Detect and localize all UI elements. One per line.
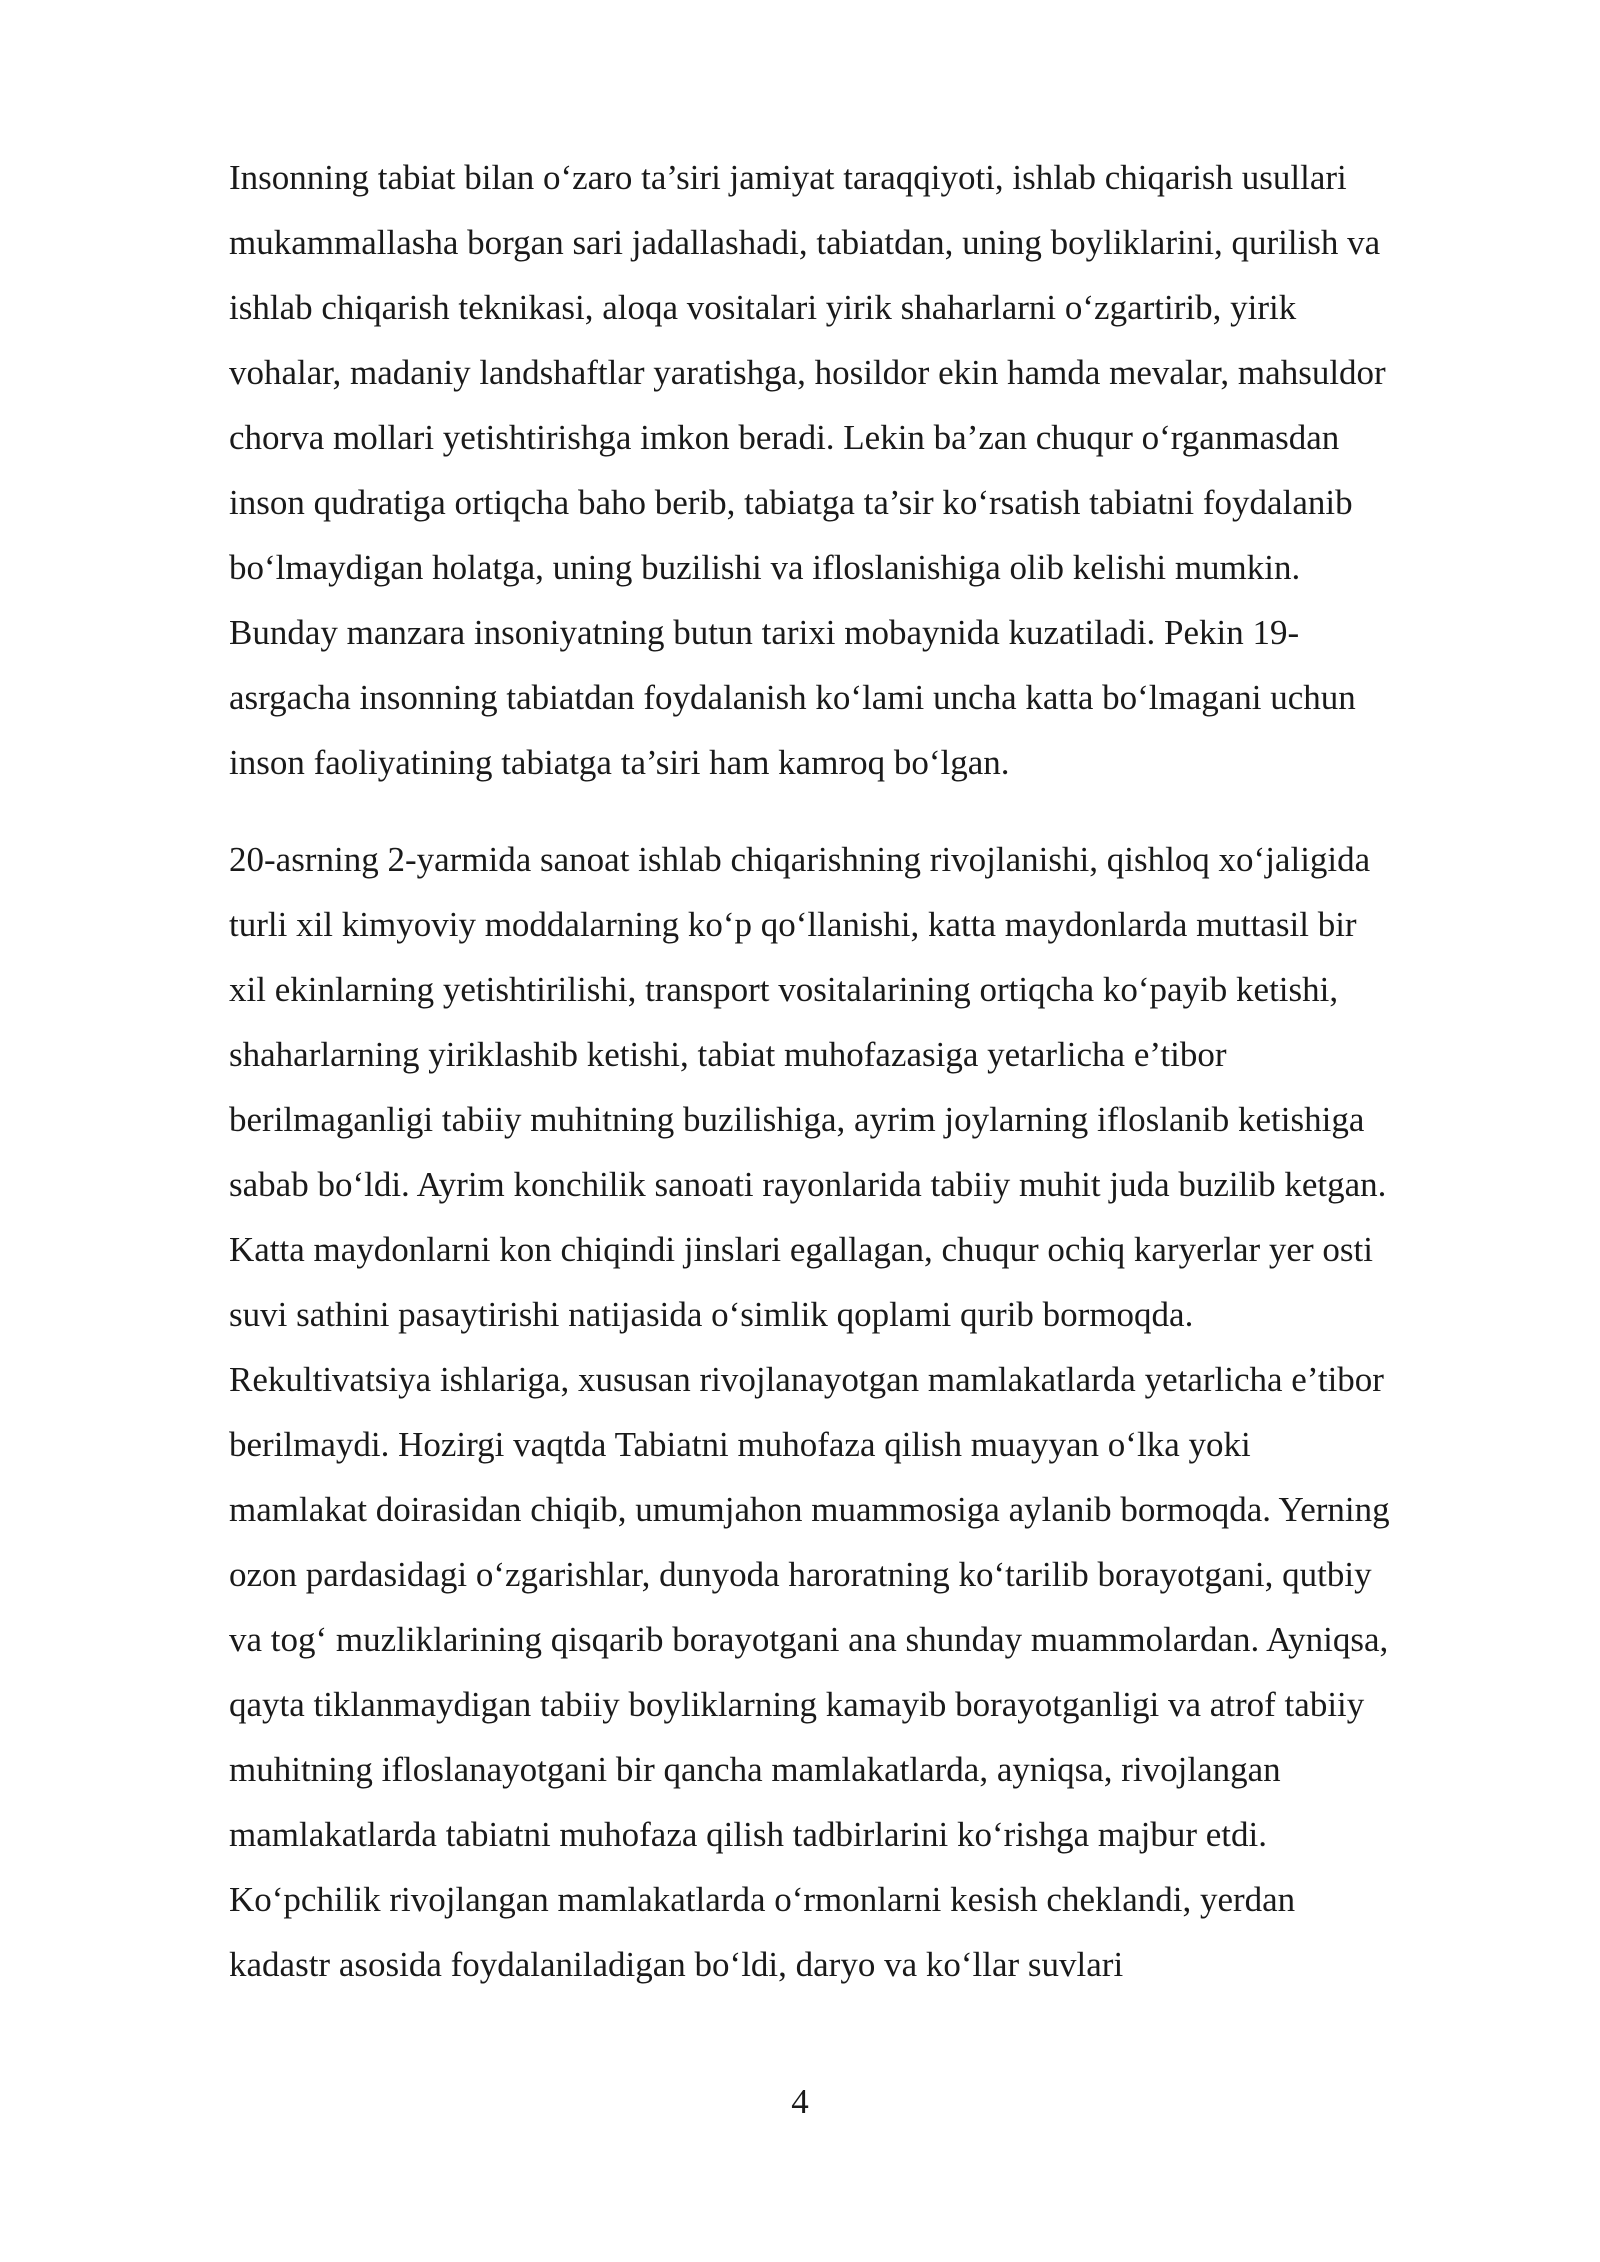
text-line: Bunday manzara insoniyatning butun tarixi mobaynida kuzatiladi. Pekin 19- <box>229 613 1300 652</box>
text-line: berilmaydi. Hozirgi vaqtda Tabiatni muhofaza qilish muayyan o‘lka yoki <box>229 1425 1251 1464</box>
page-number: 4 <box>791 2082 809 2121</box>
text-line: suvi sathini pasaytirishi natijasida o‘simlik qoplami qurib bormoqda. <box>229 1295 1194 1334</box>
body-text <box>229 145 1491 1997</box>
text-line: Ko‘pchilik rivojlangan mamlakatlarda o‘rmonlarni kesish cheklandi, yerdan <box>229 1880 1296 1919</box>
text-line: berilmaganligi tabiiy muhitning buzilishiga, ayrim joylarning ifloslanib ketishiga <box>229 1100 1365 1139</box>
text-line: turli xil kimyoviy moddalarning ko‘p qo‘llanishi, katta maydonlarda muttasil bir <box>229 905 1357 944</box>
text-line: qayta tiklanmaydigan tabiiy boyliklarning kamayib borayotganligi va atrof tabiiy <box>229 1685 1365 1724</box>
text-line: xil ekinlarning yetishtirilishi, transport vositalarining ortiqcha ko‘payib ketishi, <box>229 970 1339 1009</box>
text-line: va tog‘ muzliklarining qisqarib borayotgani ana shunday muammolardan. Ayniqsa, <box>229 1620 1389 1659</box>
text-line: 20-asrning 2-yarmida sanoat ishlab chiqarishning rivojlanishi, qishloq xo‘jaligida <box>229 840 1371 879</box>
text-line: ozon pardasidagi o‘zgarishlar, dunyoda haroratning ko‘tarilib borayotgani, qutbiy <box>229 1555 1372 1594</box>
text-line: inson qudratiga ortiqcha baho berib, tabiatga ta’sir ko‘rsatish tabiatni foydalanib <box>229 483 1353 522</box>
paragraph-spacer <box>229 795 1491 827</box>
text-line: asrgacha insonning tabiatdan foydalanish ko‘lami uncha katta bo‘lmagani uchun <box>229 678 1356 717</box>
text-line: chorva mollari yetishtirishga imkon beradi. Lekin ba’zan chuqur o‘rganmasdan <box>229 418 1340 457</box>
text-line: bo‘lmaydigan holatga, uning buzilishi va ifloslanishiga olib kelishi mumkin. <box>229 548 1301 587</box>
text-line: kadastr asosida foydalaniladigan bo‘ldi, daryo va ko‘llar suvlari <box>229 1945 1124 1984</box>
text-line: Rekultivatsiya ishlariga, xususan rivojlanayotgan mamlakatlarda yetarlicha e’tibor <box>229 1360 1384 1399</box>
text-line: mamlakat doirasidan chiqib, umumjahon muammosiga aylanib bormoqda. Yerning <box>229 1490 1390 1529</box>
paragraph-1 <box>229 145 1491 795</box>
text-line: inson faoliyatining tabiatga ta’siri ham kamroq bo‘lgan. <box>229 743 1010 782</box>
text-line: ishlab chiqarish teknikasi, aloqa vositalari yirik shaharlarni o‘zgartirib, yirik <box>229 288 1297 327</box>
text-line: Katta maydonlarni kon chiqindi jinslari egallagan, chuqur ochiq karyerlar yer osti <box>229 1230 1373 1269</box>
text-line: muhitning ifloslanayotgani bir qancha mamlakatlarda, ayniqsa, rivojlangan <box>229 1750 1281 1789</box>
paragraph-2 <box>229 827 1491 1997</box>
text-line: mamlakatlarda tabiatni muhofaza qilish tadbirlarini ko‘rishga majbur etdi. <box>229 1815 1268 1854</box>
text-line: sabab bo‘ldi. Ayrim konchilik sanoati rayonlarida tabiiy muhit juda buzilib ketgan. <box>229 1165 1387 1204</box>
text-line: vohalar, madaniy landshaftlar yaratishga, hosildor ekin hamda mevalar, mahsuldor <box>229 353 1386 392</box>
text-line: mukammallasha borgan sari jadallashadi, tabiatdan, uning boyliklarini, qurilish va <box>229 223 1381 262</box>
text-line: Insonning tabiat bilan o‘zaro ta’siri jamiyat taraqqiyoti, ishlab chiqarish usullari <box>229 158 1347 197</box>
text-line: shaharlarning yiriklashib ketishi, tabiat muhofazasiga yetarlicha e’tibor <box>229 1035 1227 1074</box>
